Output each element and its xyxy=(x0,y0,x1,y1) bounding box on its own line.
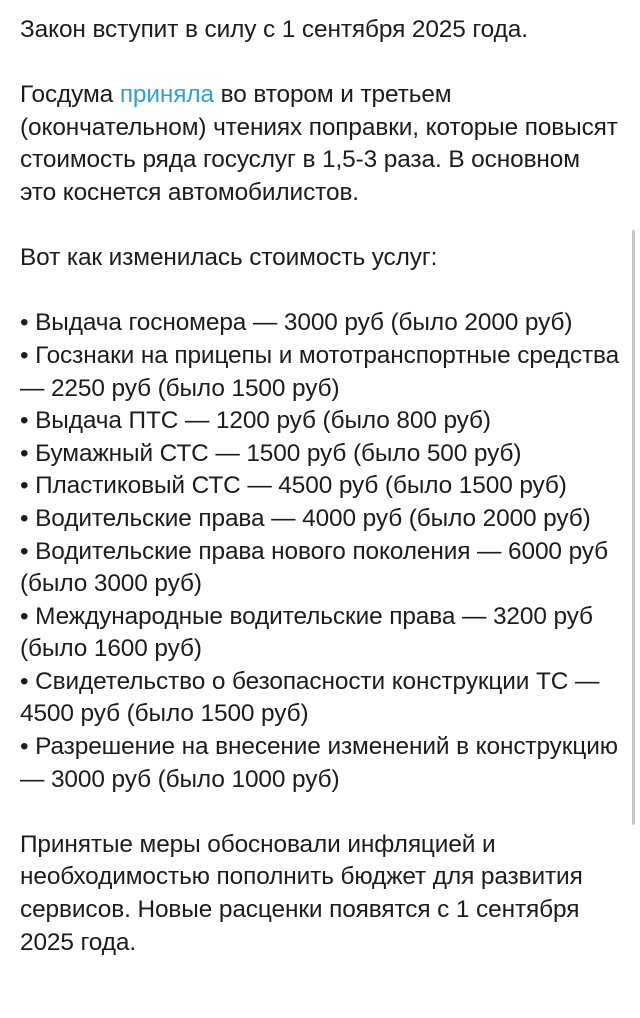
paragraph-spacer xyxy=(20,47,620,80)
price-list-item: • Госзнаки на прицепы и мототранспортные средства — 2250 руб (было 1500 руб) xyxy=(20,341,620,402)
paragraph-spacer xyxy=(20,796,620,829)
price-list-item: • Водительские права нового поколения — 6000 руб (было 3000 руб) xyxy=(20,537,608,598)
intro-paragraph: Закон вступит в силу с 1 сентября 2025 года. xyxy=(20,16,528,43)
price-list-item: • Свидетельство о безопасности конструкции ТС — 4500 руб (было 1500 руб) xyxy=(20,667,600,728)
paragraph-spacer xyxy=(20,210,620,243)
price-list-item: • Выдача ПТС — 1200 руб (было 800 руб) xyxy=(20,407,491,435)
price-list-item: • Международные водительские права — 3200 руб (было 1600 руб) xyxy=(20,602,593,663)
price-list-item: • Водительские права — 4000 руб (было 2000 руб) xyxy=(20,504,591,532)
price-list-item: • Пластиковый СТС — 4500 руб (было 1500 руб) xyxy=(20,472,567,500)
news-paragraph xyxy=(20,79,620,209)
news-text-after-link: во втором и третьем (окончательном) чтениях поправки, которые повысят стоимость ряда госуслуг в 1,5-3 раза. В основном это коснется автомобилистов. xyxy=(20,81,618,206)
list-heading: Вот как изменилась стоимость услуг: xyxy=(20,244,438,272)
paragraph-spacer xyxy=(20,275,620,308)
price-list xyxy=(20,307,620,796)
news-text-before-link: Госдума xyxy=(20,81,120,109)
price-list-item: • Выдача госномера — 3000 руб (было 2000 руб) xyxy=(20,309,573,337)
accepted-link[interactable]: приняла xyxy=(119,81,214,109)
article-body xyxy=(20,14,620,959)
price-list-item: • Разрешение на внесение изменений в конструкцию — 3000 руб (было 1000 руб) xyxy=(20,733,618,793)
vertical-scrollbar[interactable] xyxy=(632,230,635,825)
outro-paragraph: Принятые меры обосновали инфляцией и необходимостью пополнить бюджет для развития сервисов. Новые расценки появятся с 1 сентября 2025 года. xyxy=(20,830,583,956)
price-list-item: • Бумажный СТС — 1500 руб (было 500 руб) xyxy=(20,439,522,467)
